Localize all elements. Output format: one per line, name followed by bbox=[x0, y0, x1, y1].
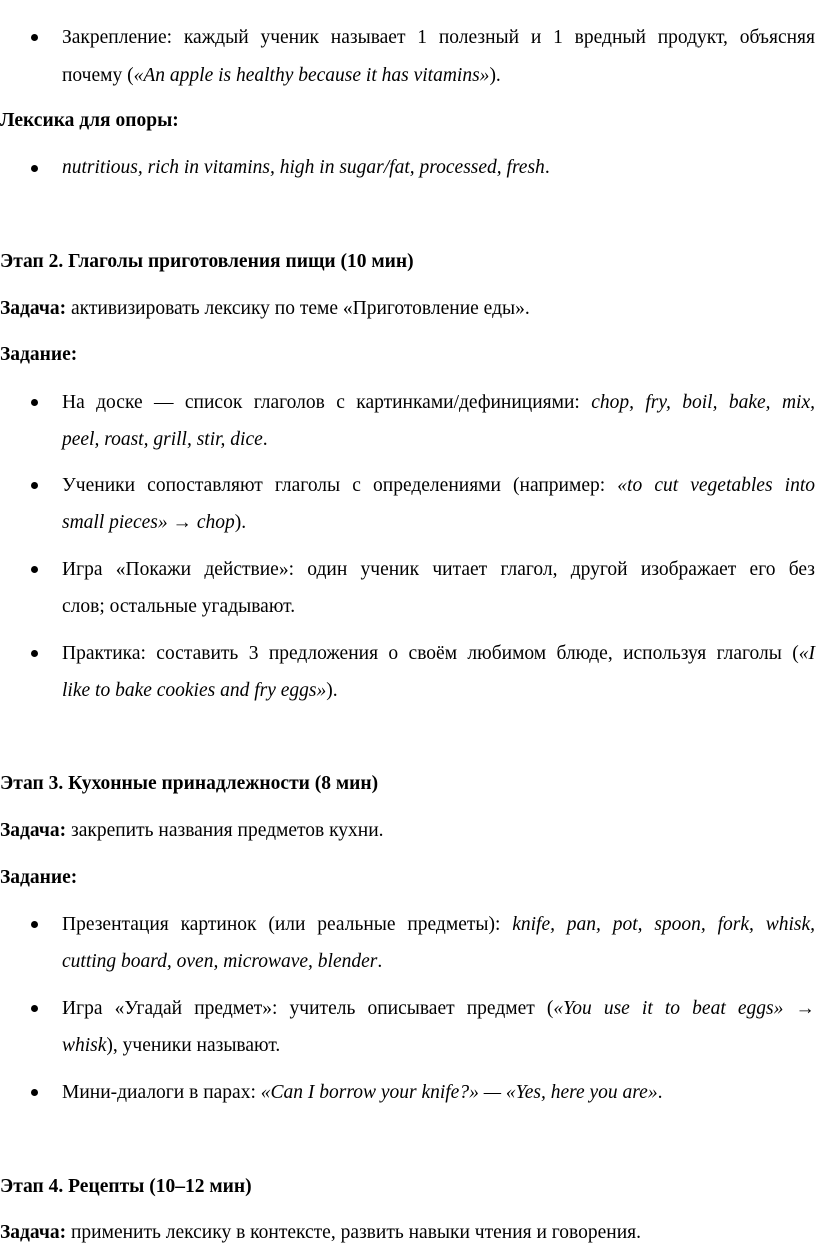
stage3-item2-line2: whisk), ученики называют. bbox=[62, 1035, 281, 1056]
list-item-vocab: nutritious, rich in vitamins, high in sugar/fat, processed, fresh. bbox=[62, 157, 550, 178]
stage2-item2-line2: small pieces» → chop). bbox=[62, 512, 247, 533]
stage2-item4-line1: Практика: составить 3 предложения о своём любимом блюде, используя глаголы («I bbox=[62, 643, 815, 664]
list-item-consolidation-line2: почему («An apple is healthy because it has vitamins»). bbox=[62, 65, 501, 86]
stage2-item1-line2: peel, roast, grill, stir, dice. bbox=[62, 429, 268, 450]
bullet-icon bbox=[31, 650, 38, 657]
stage3-assignment-label: Задание: bbox=[0, 867, 78, 888]
stage3-task: Задача: закрепить названия предметов кухни. bbox=[0, 820, 384, 841]
bullet-icon bbox=[31, 921, 38, 928]
stage2-task: Задача: активизировать лексику по теме «Приготовление еды». bbox=[0, 298, 530, 319]
bullet-icon bbox=[31, 1089, 38, 1096]
stage2-item4-line2: like to bake cookies and fry eggs»). bbox=[62, 680, 338, 701]
stage4-title: Этап 4. Рецепты (10–12 мин) bbox=[0, 1176, 252, 1197]
stage3-title: Этап 3. Кухонные принадлежности (8 мин) bbox=[0, 773, 379, 794]
stage3-item2-line1: Игра «Угадай предмет»: учитель описывает предмет («You use it to beat eggs» → bbox=[62, 998, 815, 1019]
bullet-icon bbox=[31, 482, 38, 489]
stage2-title: Этап 2. Глаголы приготовления пищи (10 мин) bbox=[0, 251, 414, 272]
stage2-assignment-label: Задание: bbox=[0, 344, 78, 365]
stage3-item3: Мини-диалоги в парах: «Can I borrow your knife?» — «Yes, here you are». bbox=[62, 1082, 663, 1103]
stage2-item1-line1: На доске — список глаголов с картинками/дефинициями: chop, fry, boil, bake, mix, bbox=[62, 392, 815, 413]
bullet-icon bbox=[31, 1005, 38, 1012]
stage2-item2-line1: Ученики сопоставляют глаголы с определениями (например: «to cut vegetables into bbox=[62, 475, 815, 496]
bullet-icon bbox=[31, 566, 38, 573]
stage3-item1-line2: cutting board, oven, microwave, blender. bbox=[62, 951, 383, 972]
bullet-icon bbox=[31, 165, 38, 172]
stage2-item3-line2: слов; остальные угадывают. bbox=[62, 596, 296, 617]
list-item-consolidation-line1: Закрепление: каждый ученик называет 1 полезный и 1 вредный продукт, объясняя bbox=[62, 27, 815, 48]
stage2-item3-line1: Игра «Покажи действие»: один ученик читает глагол, другой изображает его без bbox=[62, 559, 815, 580]
bullet-icon bbox=[31, 399, 38, 406]
vocab-heading: Лексика для опоры: bbox=[0, 110, 179, 131]
bullet-icon bbox=[31, 34, 38, 41]
stage4-task: Задача: применить лексику в контексте, развить навыки чтения и говорения. bbox=[0, 1222, 642, 1243]
stage3-item1-line1: Презентация картинок (или реальные предметы): knife, pan, pot, spoon, fork, whisk, bbox=[62, 914, 815, 935]
